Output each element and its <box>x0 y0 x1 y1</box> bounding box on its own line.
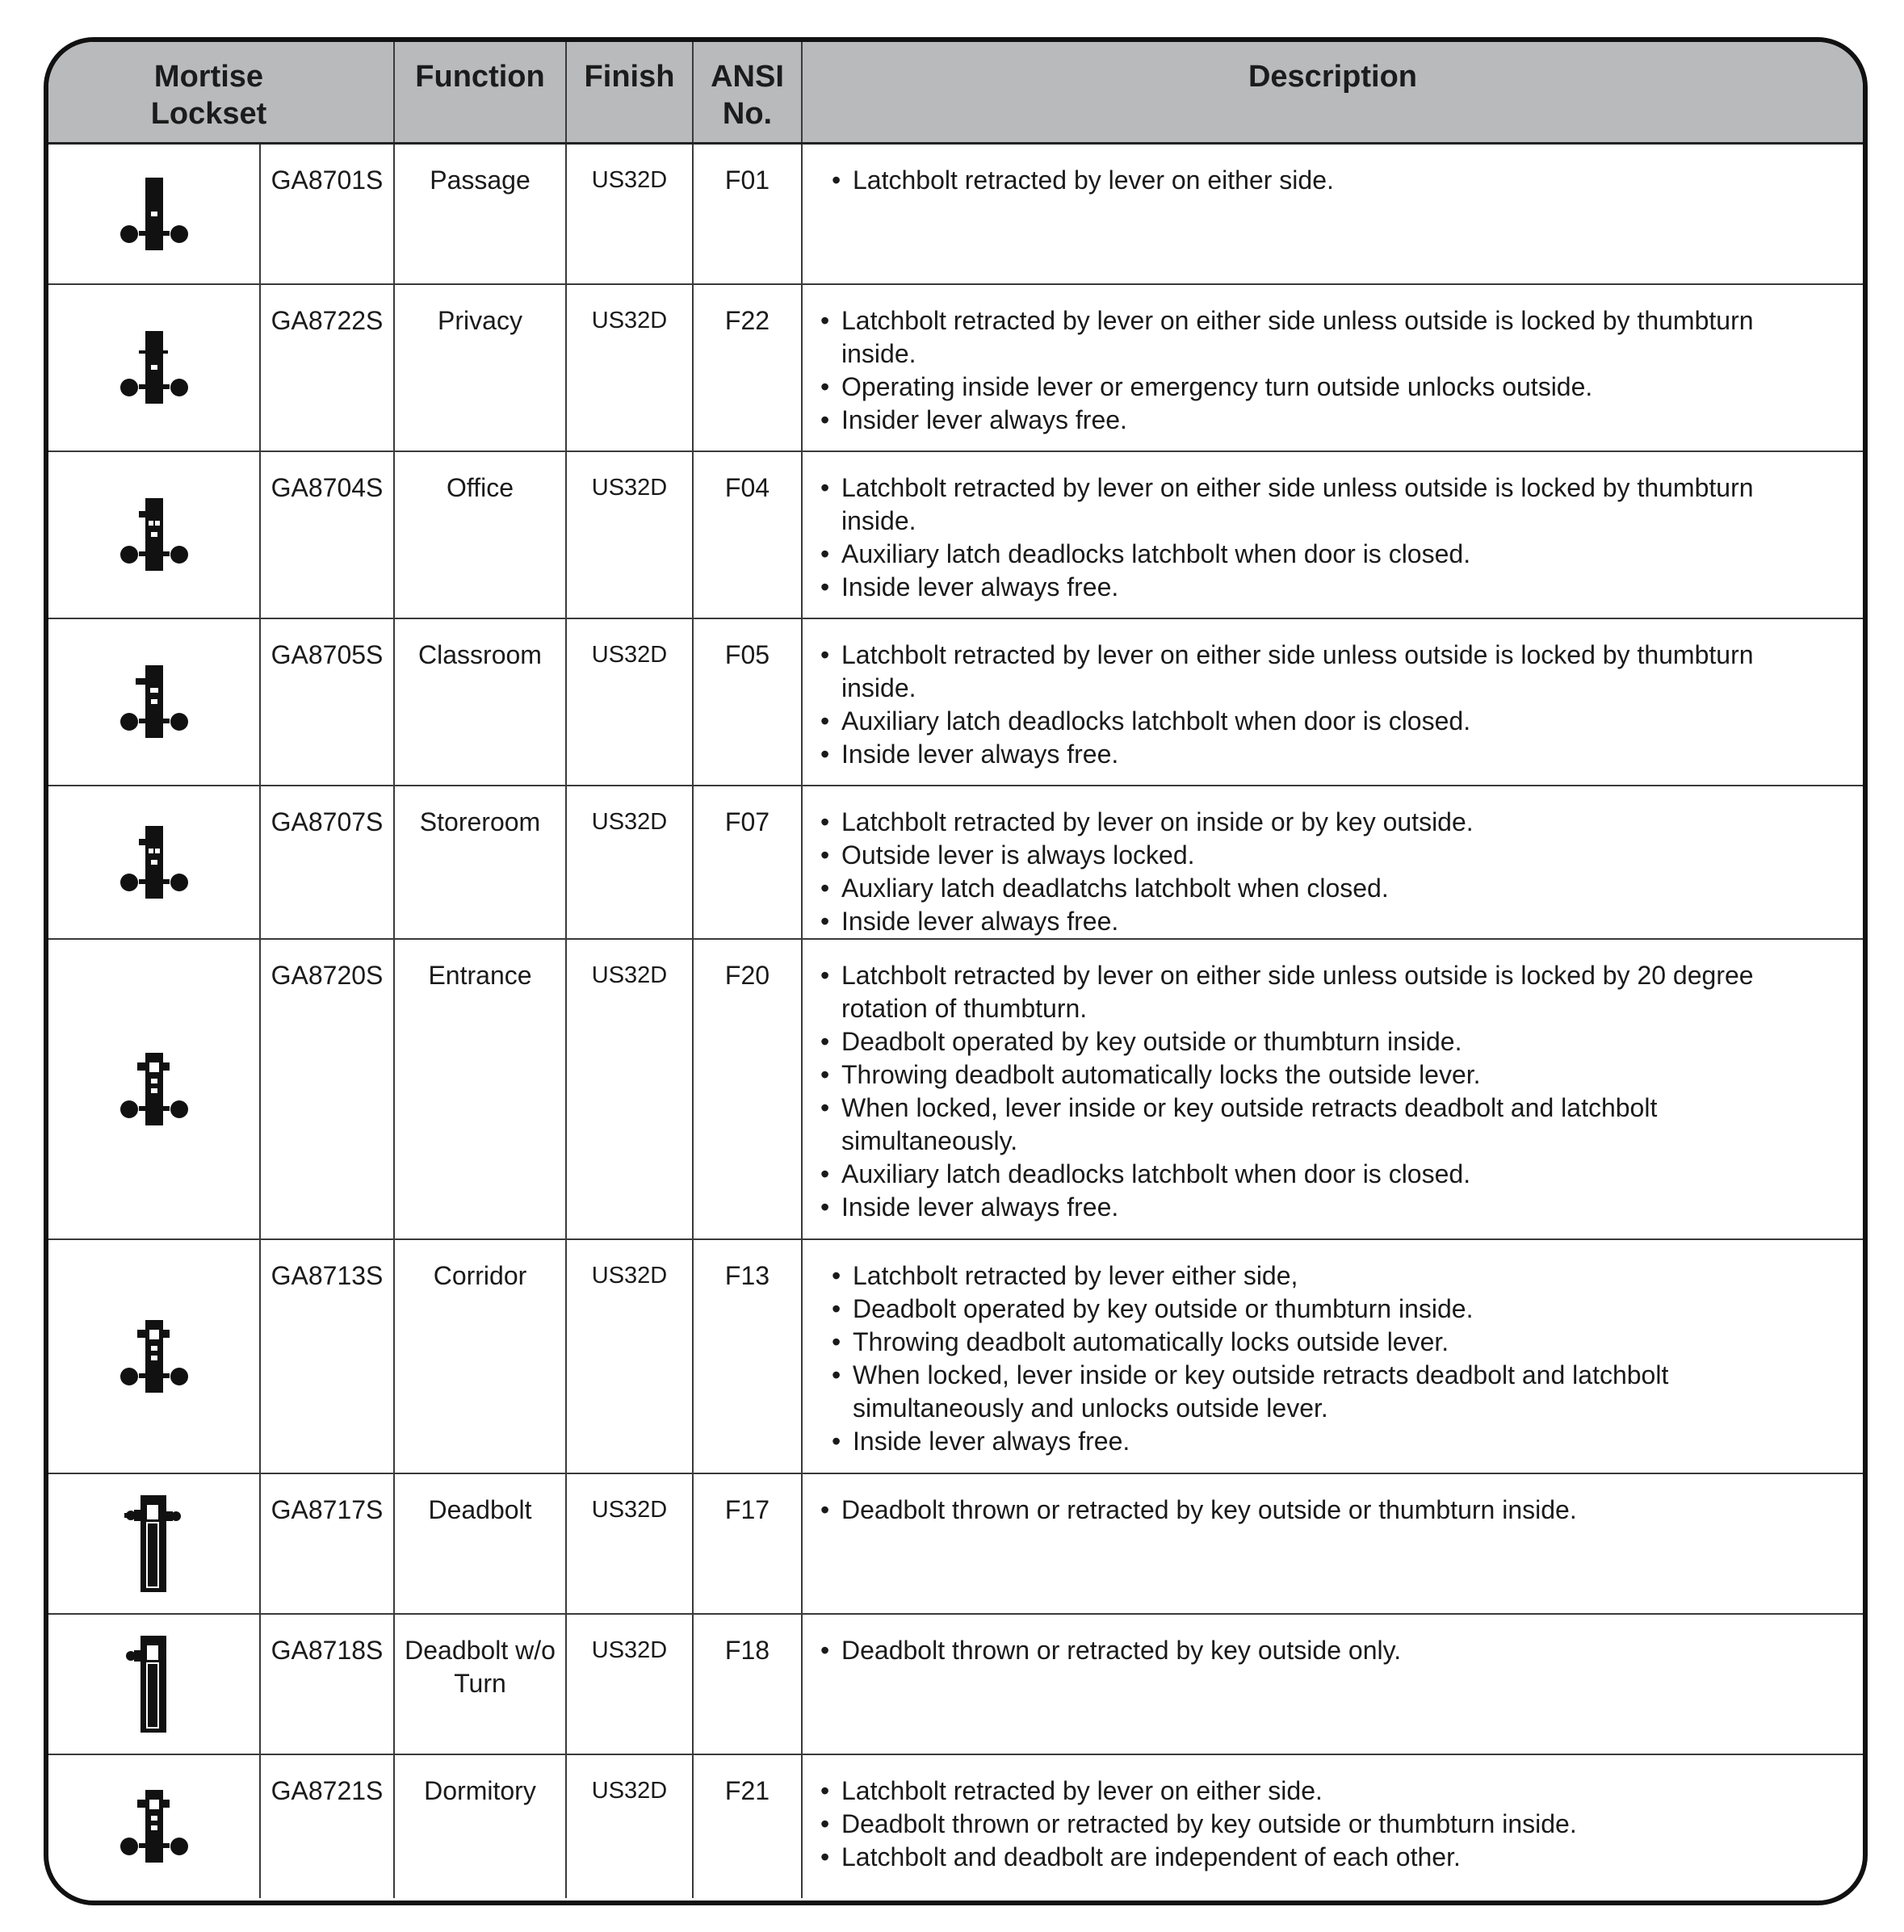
description-list <box>817 1634 1831 1667</box>
model-number: GA8718S <box>260 1614 394 1754</box>
finish-code: US32D <box>566 1239 693 1473</box>
description-bullet: • Latchbolt retracted by lever on either side unless outside is locked by thumbturn inside. <box>817 639 1831 705</box>
table-row <box>48 1614 1863 1754</box>
ansi-number: F18 <box>693 1614 802 1754</box>
model-number: GA8705S <box>260 618 394 786</box>
lockset-icon-cell <box>48 1754 260 1898</box>
table-row <box>48 284 1863 451</box>
description-list <box>817 806 1831 938</box>
header-lockset: Mortise Lockset <box>48 42 394 144</box>
corridor-lock-icon <box>48 1318 259 1394</box>
ansi-number: F21 <box>693 1754 802 1898</box>
model-number: GA8721S <box>260 1754 394 1898</box>
privacy-lock-icon <box>48 329 259 405</box>
ansi-number: F05 <box>693 618 802 786</box>
description-bullet: • Latchbolt retracted by lever either side, <box>817 1259 1831 1293</box>
description-cell <box>802 1754 1863 1898</box>
finish-code: US32D <box>566 1754 693 1898</box>
description-cell <box>802 284 1863 451</box>
lockset-table-frame <box>44 37 1868 1905</box>
lockset-icon-cell <box>48 786 260 939</box>
table-row <box>48 1239 1863 1473</box>
finish-code: US32D <box>566 1473 693 1614</box>
deadbolt-no-turn-lock-icon <box>48 1634 259 1734</box>
description-cell <box>802 144 1863 284</box>
description-list <box>817 1775 1831 1874</box>
description-bullet: • Latchbolt retracted by lever on either side. <box>817 164 1831 197</box>
function-name: Deadbolt <box>394 1473 566 1614</box>
finish-code: US32D <box>566 451 693 618</box>
function-name: Classroom <box>394 618 566 786</box>
description-bullet: • Insider lever always free. <box>817 404 1831 437</box>
ansi-number: F22 <box>693 284 802 451</box>
model-number: GA8717S <box>260 1473 394 1614</box>
description-bullet: • When locked, lever inside or key outside retracts deadbolt and latchbolt simultaneously. <box>817 1092 1831 1158</box>
description-bullet: • Latchbolt retracted by lever on either side unless outside is locked by thumbturn inside. <box>817 304 1831 371</box>
table-row <box>48 144 1863 284</box>
dormitory-lock-icon <box>48 1788 259 1864</box>
model-number: GA8707S <box>260 786 394 939</box>
description-bullet: • Inside lever always free. <box>817 738 1831 771</box>
function-name: Storeroom <box>394 786 566 939</box>
function-name: Entrance <box>394 939 566 1239</box>
lockset-icon-cell <box>48 939 260 1239</box>
storeroom-lock-icon <box>48 824 259 900</box>
model-number: GA8722S <box>260 284 394 451</box>
table-row <box>48 939 1863 1239</box>
description-list <box>817 471 1831 604</box>
finish-code: US32D <box>566 284 693 451</box>
header-ansi: ANSI No. <box>693 42 802 144</box>
description-bullet: • Inside lever always free. <box>817 905 1831 938</box>
lockset-icon-cell <box>48 284 260 451</box>
table-row <box>48 786 1863 939</box>
description-cell <box>802 1239 1863 1473</box>
description-bullet: • Outside lever is always locked. <box>817 839 1831 872</box>
lockset-icon-cell <box>48 451 260 618</box>
function-name: Dormitory <box>394 1754 566 1898</box>
description-bullet: • Throwing deadbolt automatically locks the outside lever. <box>817 1058 1831 1092</box>
table-row <box>48 451 1863 618</box>
description-bullet: • Inside lever always free. <box>817 1191 1831 1224</box>
description-cell <box>802 939 1863 1239</box>
header-row <box>48 42 1863 144</box>
header-function: Function <box>394 42 566 144</box>
description-list <box>817 164 1831 197</box>
description-cell <box>802 1614 1863 1754</box>
lockset-icon-cell <box>48 144 260 284</box>
description-cell <box>802 451 1863 618</box>
description-bullet: • Deadbolt operated by key outside or thumbturn inside. <box>817 1025 1831 1058</box>
ansi-number: F04 <box>693 451 802 618</box>
lockset-icon-cell <box>48 1614 260 1754</box>
ansi-number: F01 <box>693 144 802 284</box>
finish-code: US32D <box>566 939 693 1239</box>
function-name: Deadbolt w/o Turn <box>394 1614 566 1754</box>
finish-code: US32D <box>566 144 693 284</box>
description-bullet: • Latchbolt retracted by lever on either side unless outside is locked by thumbturn inside. <box>817 471 1831 538</box>
model-number: GA8713S <box>260 1239 394 1473</box>
description-bullet: • Deadbolt thrown or retracted by key outside only. <box>817 1634 1831 1667</box>
description-bullet: • Latchbolt retracted by lever on either side unless outside is locked by 20 degree rotation of thumbturn. <box>817 959 1831 1025</box>
lockset-table <box>48 42 1863 1898</box>
office-lock-icon <box>48 497 259 572</box>
function-name: Office <box>394 451 566 618</box>
model-number: GA8701S <box>260 144 394 284</box>
deadbolt-lock-icon <box>48 1494 259 1594</box>
description-bullet: • Deadbolt thrown or retracted by key outside or thumbturn inside. <box>817 1494 1831 1527</box>
description-bullet: • Inside lever always free. <box>817 571 1831 604</box>
header-finish: Finish <box>566 42 693 144</box>
description-bullet: • Throwing deadbolt automatically locks outside lever. <box>817 1326 1831 1359</box>
lockset-icon-cell <box>48 1473 260 1614</box>
lockset-icon-cell <box>48 618 260 786</box>
description-bullet: • Auxiliary latch deadlocks latchbolt when door is closed. <box>817 705 1831 738</box>
description-bullet: • Deadbolt operated by key outside or thumbturn inside. <box>817 1293 1831 1326</box>
ansi-number: F20 <box>693 939 802 1239</box>
description-bullet: • When locked, lever inside or key outside retracts deadbolt and latchbolt simultaneously and unlocks outside lever. <box>817 1359 1831 1425</box>
function-name: Privacy <box>394 284 566 451</box>
finish-code: US32D <box>566 786 693 939</box>
description-cell <box>802 618 1863 786</box>
description-cell <box>802 1473 1863 1614</box>
finish-code: US32D <box>566 618 693 786</box>
ansi-number: F17 <box>693 1473 802 1614</box>
description-bullet: • Auxiliary latch deadlocks latchbolt when door is closed. <box>817 538 1831 571</box>
table-row <box>48 1754 1863 1898</box>
description-list <box>817 959 1831 1224</box>
passage-lock-icon <box>48 176 259 252</box>
description-bullet: • Latchbolt retracted by lever on either side. <box>817 1775 1831 1808</box>
table-row <box>48 618 1863 786</box>
description-cell <box>802 786 1863 939</box>
description-list <box>817 1259 1831 1458</box>
description-bullet: • Operating inside lever or emergency turn outside unlocks outside. <box>817 371 1831 404</box>
model-number: GA8720S <box>260 939 394 1239</box>
lockset-icon-cell <box>48 1239 260 1473</box>
entrance-lock-icon <box>48 1051 259 1127</box>
description-bullet: • Inside lever always free. <box>817 1425 1831 1458</box>
description-list <box>817 639 1831 771</box>
model-number: GA8704S <box>260 451 394 618</box>
header-description: Description <box>802 42 1863 144</box>
description-list <box>817 304 1831 437</box>
description-bullet: • Latchbolt retracted by lever on inside or by key outside. <box>817 806 1831 839</box>
description-list <box>817 1494 1831 1527</box>
description-bullet: • Latchbolt and deadbolt are independent of each other. <box>817 1841 1831 1874</box>
description-bullet: • Auxiliary latch deadlocks latchbolt when door is closed. <box>817 1158 1831 1191</box>
function-name: Corridor <box>394 1239 566 1473</box>
description-bullet: • Auxliary latch deadlatchs latchbolt when closed. <box>817 872 1831 905</box>
description-bullet: • Deadbolt thrown or retracted by key outside or thumbturn inside. <box>817 1808 1831 1841</box>
function-name: Passage <box>394 144 566 284</box>
ansi-number: F07 <box>693 786 802 939</box>
classroom-lock-icon <box>48 664 259 740</box>
table-row <box>48 1473 1863 1614</box>
ansi-number: F13 <box>693 1239 802 1473</box>
finish-code: US32D <box>566 1614 693 1754</box>
